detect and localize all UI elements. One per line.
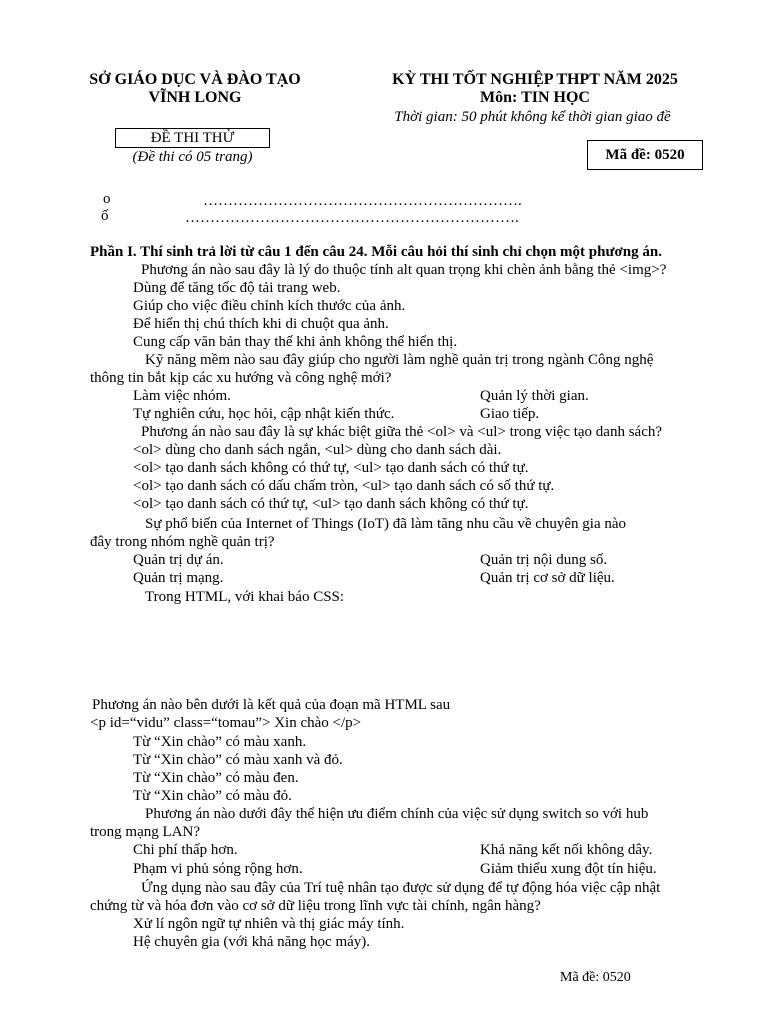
q1-option-d: Cung cấp văn bản thay thế khi ảnh không thể hiển thị. [133,334,458,350]
q2-stem-line1: Kỹ năng mềm nào sau đây giúp cho người làm nghề quản trị trong ngành Công nghệ [145,352,654,368]
q2-option-b: Quản lý thời gian. [480,388,589,404]
q2-option-a: Làm việc nhóm. [133,388,231,404]
time-limit: Thời gian: 50 phút không kể thời gian giao đề [394,109,671,125]
q1-option-a: Dùng để tăng tốc độ tải trang web. [133,280,341,296]
q2-stem-line2: thông tin bắt kịp các xu hướng và công nghệ mới? [90,370,392,386]
q5-html-code: <p id=“vidu” class=“tomau”> Xin chào </p> [90,715,362,731]
q4-stem-line2: đây trong nhóm nghề quản trị? [90,534,275,550]
q1-option-b: Giúp cho việc điều chỉnh kích thước của ảnh. [133,298,406,314]
exam-type: ĐỀ THI THỬ [150,130,235,146]
q3-option-d: <ol> tạo danh sách có thứ tự, <ul> tạo danh sách không có thứ tự. [133,496,529,512]
province-name: VĨNH LONG [148,89,242,106]
q5-option-c: Từ “Xin chào” có màu đen. [133,770,299,786]
subject: Môn: TIN HỌC [480,89,590,106]
q7-option-b: Hệ chuyên gia (với khả năng học máy). [133,934,371,950]
q5-option-d: Từ “Xin chào” có màu đỏ. [133,788,292,804]
q3-option-a: <ol> dùng cho danh sách ngắn, <ul> dùng cho danh sách dài. [133,442,502,458]
q6-option-d: Giảm thiểu xung đột tín hiệu. [480,861,657,877]
q1-option-c: Để hiển thị chú thích khi di chuột qua ảnh. [133,316,389,332]
student-name-dots: ………………………………………………………. [203,193,522,209]
student-number-dots: …………………………………………………………. [185,210,519,226]
q2-option-d: Giao tiếp. [480,406,540,422]
student-name-label: o [103,191,111,207]
q5-question-line: Phương án nào bên dưới là kết quả của đoạn mã HTML sau [92,697,451,713]
q4-option-b: Quản trị nội dung số. [480,552,608,568]
q6-stem-line2: trong mạng LAN? [90,824,200,840]
page-count: (Đề thi có 05 trang) [132,149,253,165]
q5-option-a: Từ “Xin chào” có màu xanh. [133,734,307,750]
q6-option-b: Khả năng kết nối không dây. [480,842,653,858]
exam-code: Mã đề: 0520 [605,147,685,163]
q7-option-a: Xử lí ngôn ngữ tự nhiên và thị giác máy tính. [133,916,405,932]
q5-stem: Trong HTML, với khai báo CSS: [145,589,345,605]
q6-option-c: Phạm vi phủ sóng rộng hơn. [133,861,303,877]
q6-stem-line1: Phương án nào dưới đây thể hiện ưu điểm chính của việc sử dụng switch so với hub [145,806,649,822]
exam-title: KỲ THI TỐT NGHIỆP THPT NĂM 2025 [392,71,678,88]
student-number-label: ố [101,208,109,224]
q3-stem: Phương án nào sau đây là sự khác biệt giữa thẻ <ol> và <ul> trong việc tạo danh sách? [141,424,663,440]
footer-exam-code: Mã đề: 0520 [560,970,631,985]
q7-stem-line2: chứng từ và hóa đơn vào cơ sở dữ liệu trong lĩnh vực tài chính, ngân hàng? [90,898,541,914]
q6-option-a: Chi phí thấp hơn. [133,842,238,858]
q3-option-c: <ol> tạo danh sách có dấu chấm tròn, <ul> tạo danh sách có số thứ tự. [133,478,555,494]
q4-option-a: Quản trị dự án. [133,552,224,568]
q2-option-c: Tự nghiên cứu, học hỏi, cập nhật kiến thức. [133,406,395,422]
q4-option-c: Quản trị mạng. [133,570,224,586]
department-name: SỞ GIÁO DỤC VÀ ĐÀO TẠO [89,71,301,88]
q3-option-b: <ol> tạo danh sách không có thứ tự, <ul> tạo danh sách có thứ tự. [133,460,529,476]
q5-option-b: Từ “Xin chào” có màu xanh và đỏ. [133,752,343,768]
part1-heading: Phần I. Thí sinh trả lời từ câu 1 đến câu 24. Mỗi câu hỏi thí sinh chỉ chọn một phương án. [90,244,662,260]
q1-stem: Phương án nào sau đây là lý do thuộc tính alt quan trọng khi chèn ảnh bằng thẻ <img>? [141,262,667,278]
q4-stem-line1: Sự phổ biến của Internet of Things (IoT) đã làm tăng nhu cầu về chuyên gia nào [145,516,627,532]
q4-option-d: Quản trị cơ sở dữ liệu. [480,570,615,586]
q7-stem-line1: Ứng dụng nào sau đây của Trí tuệ nhân tạo được sử dụng để tự động hóa việc cập nhật [141,880,661,896]
